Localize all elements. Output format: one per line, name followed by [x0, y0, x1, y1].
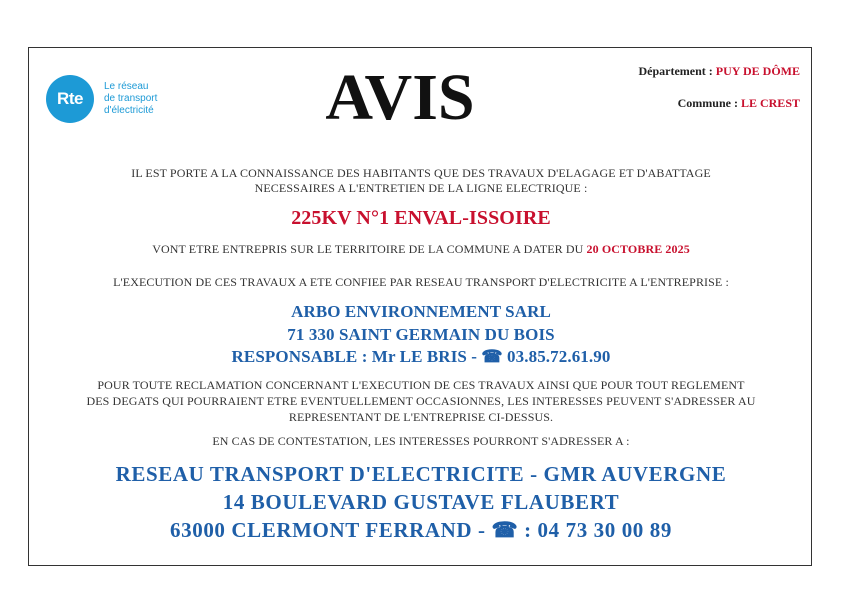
- rte-logo-text: [104, 81, 157, 117]
- start-text: VONT ETRE ENTREPRIS SUR LE TERRITOIRE DE LA COMMUNE A DATER DU: [152, 242, 587, 256]
- start-date-line: [40, 242, 802, 257]
- responsible-label: RESPONSABLE : Mr LE BRIS -: [231, 347, 482, 366]
- rte-name: RESEAU TRANSPORT D'ELECTRICITE - GMR AUVERGNE: [115, 462, 727, 486]
- company-name: ARBO ENVIRONNEMENT SARL: [291, 302, 551, 321]
- commune-value: LE CREST: [740, 96, 800, 110]
- responsible-phone: 03.85.72.61.90: [502, 347, 611, 366]
- phone-icon: ☎: [481, 347, 503, 366]
- logo-line-2: de transport: [104, 93, 158, 104]
- execution-line: L'EXECUTION DE CES TRAVAUX A ETE CONFIEE PAR RESEAU TRANSPORT D'ELECTRICITE A L'ENTREPRISE :: [113, 275, 729, 289]
- power-line-name: 225KV N°1 ENVAL-ISSOIRE: [291, 207, 551, 229]
- rte-phone: : 04 73 30 00 89: [518, 518, 672, 542]
- departement-info: [638, 64, 800, 79]
- intro-line-1: IL EST PORTE A LA CONNAISSANCE DES HABITANTS QUE DES TRAVAUX D'ELAGAGE ET D'ABATTAGE: [131, 166, 711, 180]
- claim-line-1: POUR TOUTE RECLAMATION CONCERNANT L'EXECUTION DE CES TRAVAUX AINSI QUE POUR TOUT REGLEMENT: [97, 378, 745, 392]
- commune-info: [678, 96, 800, 111]
- rte-logo-mark: Rte: [46, 75, 94, 123]
- start-date: 20 OCTOBRE 2025: [586, 242, 690, 256]
- phone-icon: ☎: [491, 518, 519, 542]
- responsible-line: [40, 347, 802, 367]
- rte-logo: [46, 75, 157, 123]
- company-address: 71 330 SAINT GERMAIN DU BOIS: [287, 325, 555, 344]
- rte-city: 63000 CLERMONT FERRAND -: [170, 518, 492, 542]
- logo-line-1: Le réseau: [104, 81, 149, 92]
- departement-value: PUY DE DÔME: [715, 64, 800, 78]
- claim-line-2: DES DEGATS QUI POURRAIENT ETRE EVENTUELLEMENT OCCASIONNES, LES INTERESSES PEUVENT S'ADRESSER AU: [86, 394, 756, 408]
- rte-city-line: [40, 518, 802, 543]
- commune-label: Commune :: [677, 96, 741, 110]
- departement-label: Département :: [638, 64, 716, 78]
- claim-line-3: REPRESENTANT DE L'ENTREPRISE CI-DESSUS.: [288, 410, 554, 424]
- logo-line-3: d'électricité: [104, 105, 154, 116]
- intro-line-2: NECESSAIRES A L'ENTRETIEN DE LA LIGNE ELECTRIQUE :: [254, 181, 588, 195]
- rte-address: 14 BOULEVARD GUSTAVE FLAUBERT: [222, 490, 620, 514]
- notice-title: AVIS: [325, 61, 475, 134]
- contest-line: EN CAS DE CONTESTATION, LES INTERESSES POURRONT S'ADRESSER A :: [212, 434, 630, 448]
